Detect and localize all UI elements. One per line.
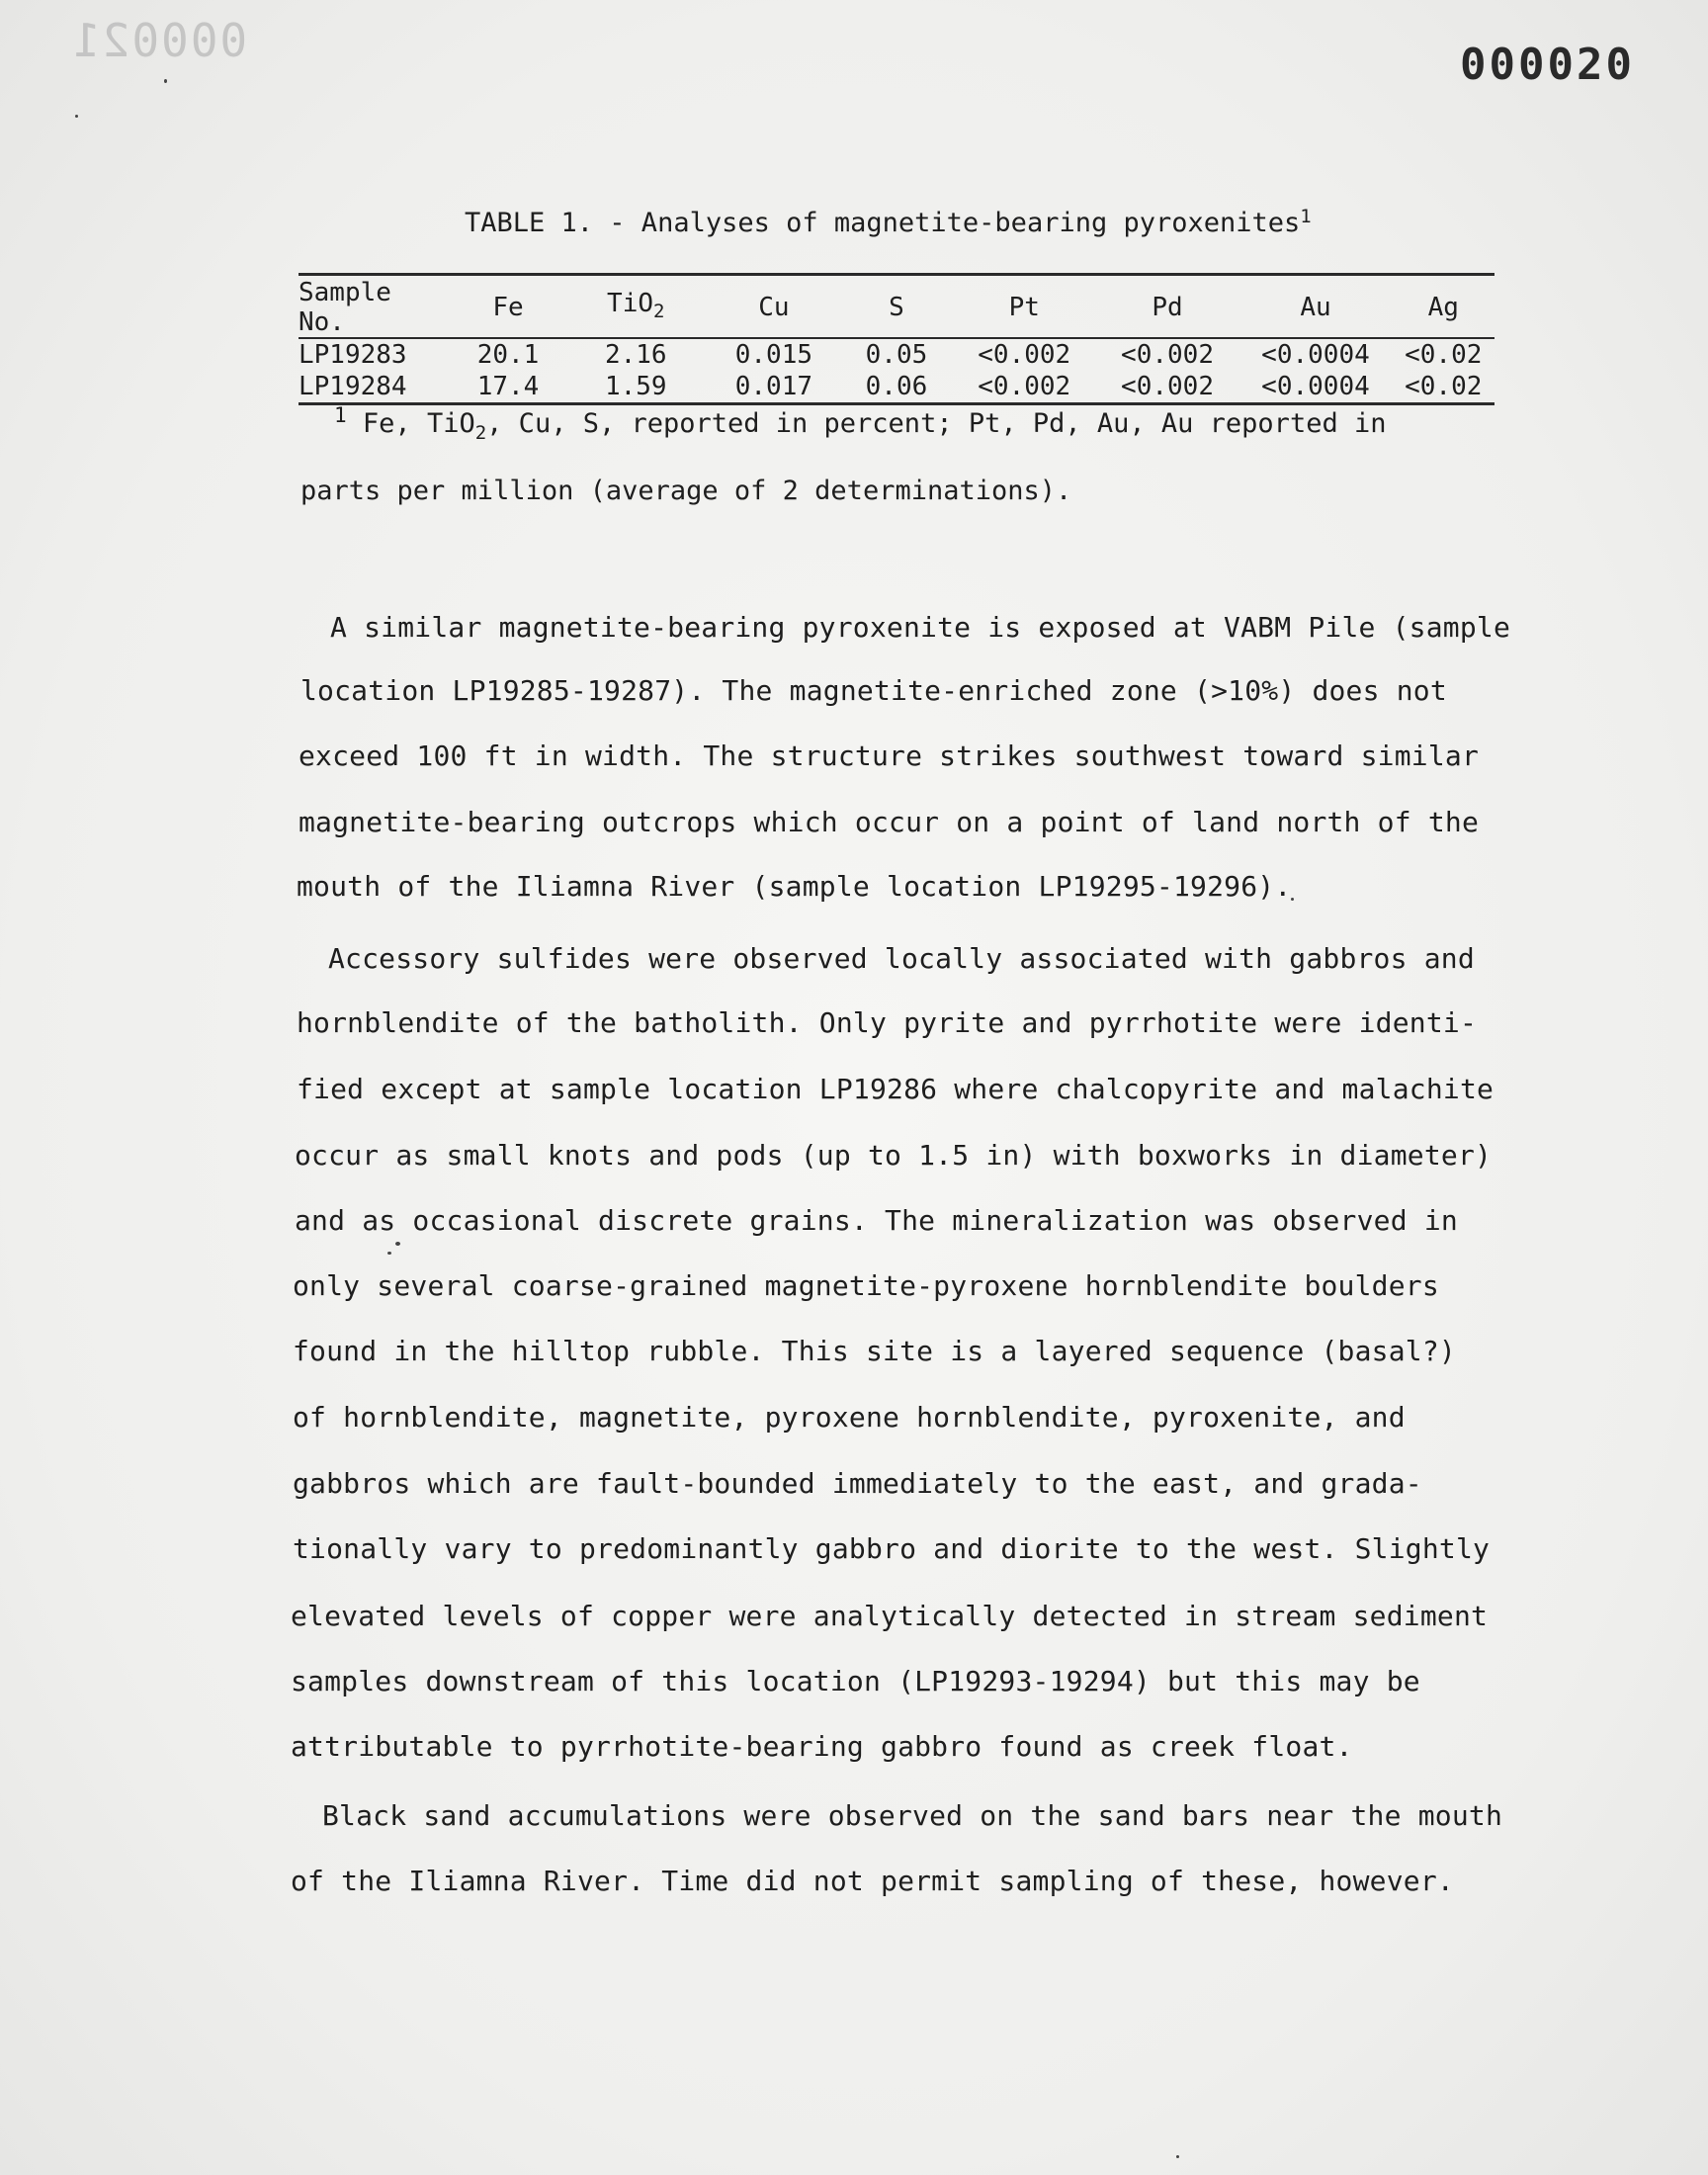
header-tio2 — [564, 275, 708, 339]
cell-au: <0.0004 — [1261, 340, 1370, 370]
cell-tio2: 1.59 — [564, 371, 708, 404]
paragraph-2-line: elevated levels of copper were analytically detected in stream sediment — [291, 1600, 1489, 1632]
header-pd: Pd — [1096, 275, 1239, 339]
paragraph-2-line: hornblendite of the batholith. Only pyrite and pyrrhotite were identi- — [297, 1006, 1478, 1039]
bleed-through-page-number: 000021 — [71, 14, 248, 67]
paragraph-3-line: of the Iliamna River. Time did not permit sampling of these, however. — [291, 1865, 1454, 1897]
cell-au: <0.0004 — [1238, 371, 1392, 404]
header-sample-no: Sample No. — [299, 275, 452, 339]
cell-ag: <0.02 — [1405, 340, 1483, 370]
cell-s: 0.05 — [865, 340, 928, 370]
table-row — [299, 338, 1494, 371]
cell-pd: <0.002 — [1121, 340, 1214, 370]
header-au: Au — [1238, 275, 1392, 339]
cell-s: 0.06 — [840, 371, 953, 404]
paragraph-2-line: attributable to pyrrhotite-bearing gabbro found as creek float. — [291, 1730, 1353, 1763]
footnote-text-a: Fe, TiO — [362, 408, 475, 439]
cell-pt: <0.002 — [953, 371, 1096, 404]
footnote-line-2: parts per million (average of 2 determinations). — [300, 476, 1072, 506]
header-s: S — [840, 275, 953, 339]
header-tio2-subscript: 2 — [653, 301, 665, 322]
footnote-text-b: , Cu, S, reported in percent; Pt, Pd, Au, Au reported in — [486, 408, 1387, 439]
paragraph-2-line: occur as small knots and pods (up to 1.5 in) with boxworks in diameter) — [295, 1139, 1493, 1172]
header-pt: Pt — [953, 275, 1096, 339]
paragraph-1-line: exceed 100 ft in width. The structure strikes southwest toward similar — [299, 740, 1480, 772]
paragraph-2-line: Accessory sulfides were observed locally associated with gabbros and — [328, 942, 1475, 975]
cell-pt: <0.002 — [978, 340, 1071, 370]
analyses-table — [299, 273, 1494, 405]
paragraph-2-line: gabbros which are fault-bounded immediately to the east, and grada- — [293, 1467, 1422, 1500]
cell-tio2: 2.16 — [604, 340, 667, 370]
footnote-subscript: 2 — [474, 422, 487, 444]
cell-ag: <0.02 — [1393, 371, 1494, 404]
paragraph-2-line: fied except at sample location LP19286 where chalcopyrite and malachite — [297, 1073, 1494, 1105]
header-cu: Cu — [708, 275, 840, 339]
header-fe: Fe — [452, 275, 564, 339]
table-row — [299, 371, 1494, 404]
table-title — [465, 206, 1312, 238]
header-tio2-text: TiO — [607, 289, 654, 318]
paragraph-2-line: samples downstream of this location (LP19293-19294) but this may be — [291, 1665, 1420, 1697]
paragraph-1-line: magnetite-bearing outcrops which occur on a point of land north of the — [299, 806, 1480, 838]
table-title-text: TABLE 1. - Analyses of magnetite-bearing pyroxenites — [465, 208, 1301, 238]
table-title-footnote-mark: 1 — [1300, 206, 1312, 227]
paragraph-1-line: location LP19285-19287). The magnetite-enriched zone (>10%) does not — [300, 674, 1447, 707]
paragraph-2-line: found in the hilltop rubble. This site is a layered sequence (basal?) — [293, 1335, 1456, 1367]
paragraph-2-line: and as occasional discrete grains. The mineralization was observed in — [295, 1204, 1458, 1237]
header-ag: Ag — [1393, 275, 1494, 339]
cell-cu: 0.015 — [734, 340, 813, 370]
paragraph-2-line: only several coarse-grained magnetite-pyroxene hornblendite boulders — [293, 1269, 1439, 1302]
scan-speck — [164, 79, 167, 83]
scan-speck — [1291, 898, 1294, 901]
scan-speck — [1176, 2155, 1179, 2158]
scan-speck — [387, 1252, 391, 1255]
cell-sample: LP19283 — [299, 340, 407, 370]
footnote-line-1 — [334, 403, 1386, 444]
paragraph-2-line: tionally vary to predominantly gabbro and diorite to the west. Slightly — [293, 1532, 1491, 1565]
footnote-mark: 1 — [334, 403, 347, 427]
cell-fe: 20.1 — [476, 340, 540, 370]
cell-cu: 0.017 — [708, 371, 840, 404]
paragraph-2-line: of hornblendite, magnetite, pyroxene hornblendite, pyroxenite, and — [293, 1401, 1406, 1434]
cell-sample: LP19284 — [299, 371, 452, 404]
cell-fe: 17.4 — [452, 371, 564, 404]
scan-speck — [75, 115, 78, 118]
paragraph-1-line: mouth of the Iliamna River (sample location LP19295-19296). — [297, 870, 1292, 903]
scan-speck — [395, 1242, 400, 1246]
cell-pd: <0.002 — [1096, 371, 1239, 404]
paragraph-1-line: A similar magnetite-bearing pyroxenite is exposed at VABM Pile (sample — [330, 611, 1511, 644]
paragraph-3-line: Black sand accumulations were observed on the sand bars near the mouth — [322, 1799, 1503, 1832]
page-number: 000020 — [1460, 40, 1635, 90]
table-header-row — [299, 275, 1494, 339]
